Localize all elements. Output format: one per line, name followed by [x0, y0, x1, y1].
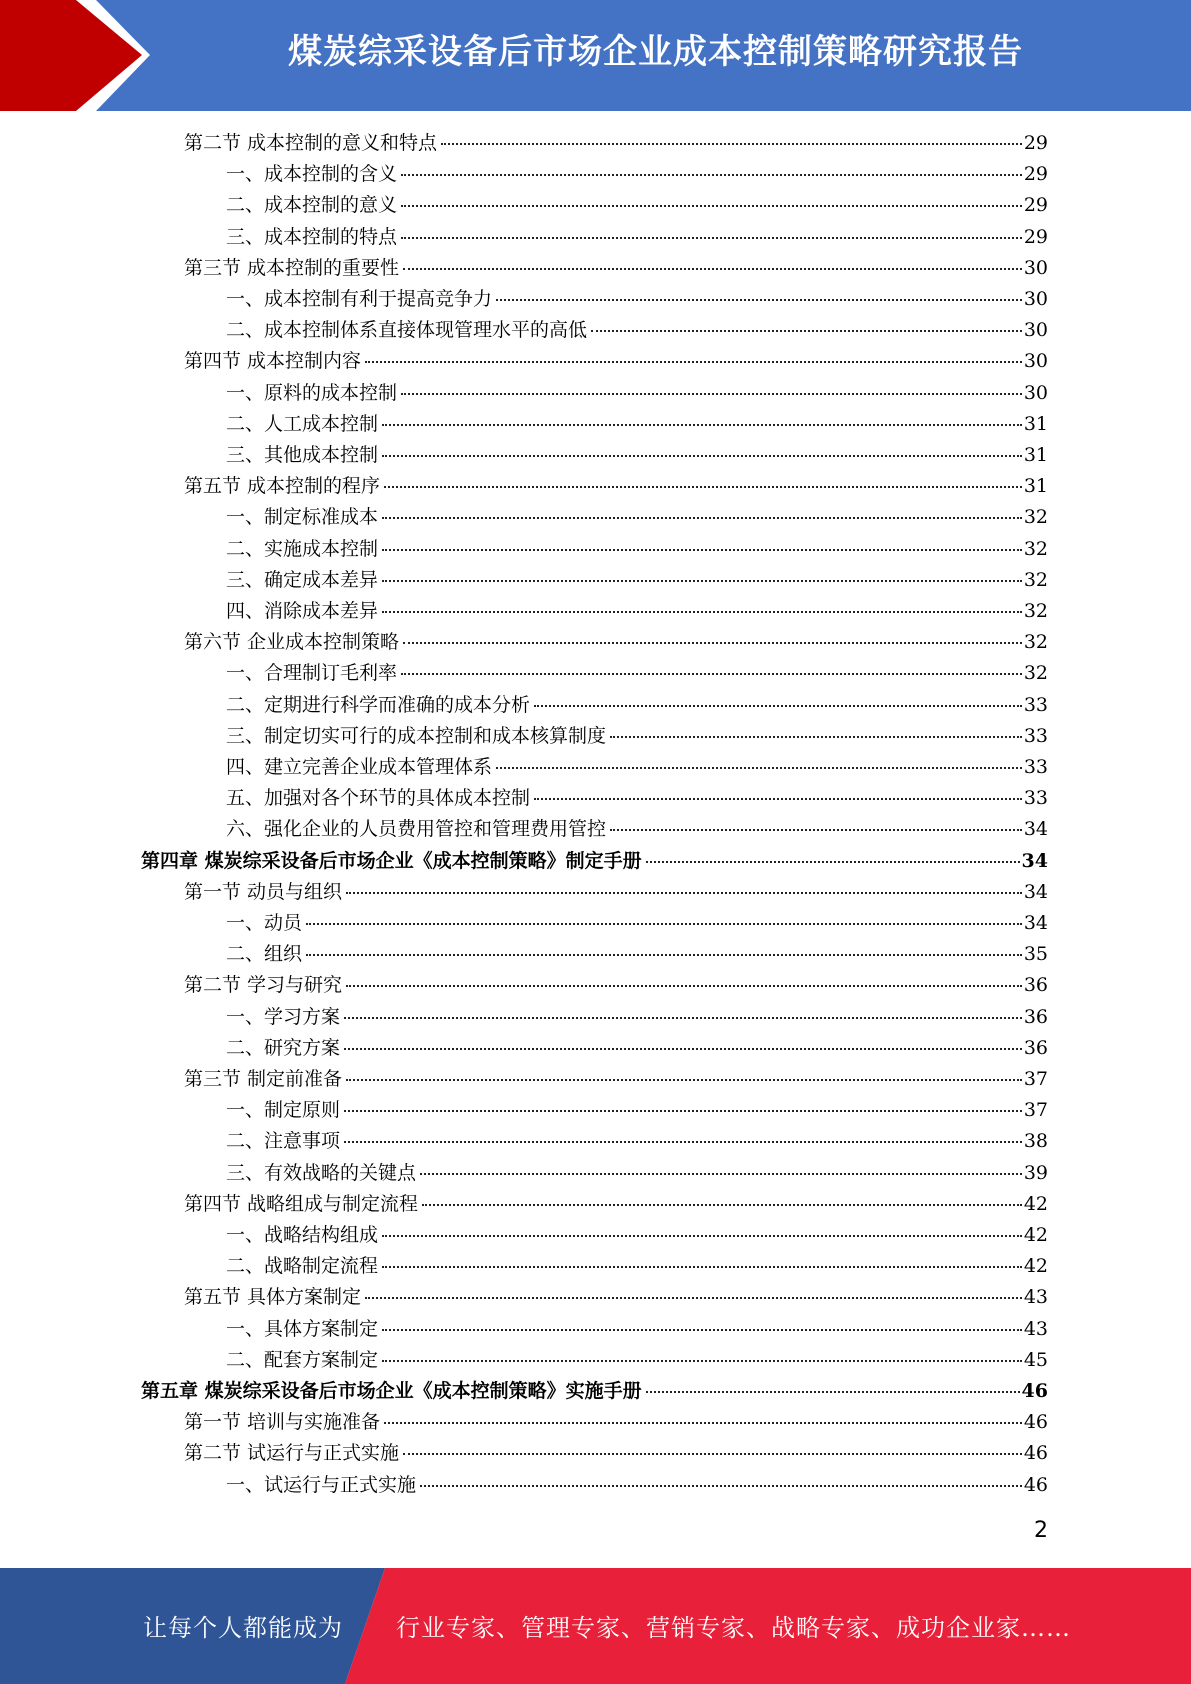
- toc-entry-page-number: 34: [1023, 818, 1048, 841]
- toc-subsection-entry[interactable]: [226, 658, 1048, 689]
- toc-entry-title: 一、制定标准成本: [226, 506, 379, 529]
- toc-dot-leader: [382, 1266, 1022, 1268]
- toc-entry-title: 一、合理制订毛利率: [226, 662, 398, 685]
- toc-entry-title: 三、确定成本差异: [226, 568, 379, 591]
- toc-entry-page-number: 42: [1023, 1224, 1048, 1246]
- toc-entry-title: 一、成本控制的含义: [226, 163, 398, 186]
- toc-dot-leader: [306, 923, 1022, 925]
- toc-entry-title: 第四节 战略组成与制定流程: [184, 1192, 419, 1215]
- report-title: 煤炭综采设备后市场企业成本控制策略研究报告: [288, 32, 1023, 72]
- toc-dot-leader: [365, 361, 1022, 363]
- toc-entry-page-number: 42: [1023, 1192, 1048, 1215]
- toc-entry-title: 第一节 动员与组织: [184, 880, 343, 903]
- toc-dot-leader: [382, 549, 1022, 551]
- toc-entry-title: 第二节 学习与研究: [184, 974, 343, 997]
- toc-dot-leader: [382, 611, 1022, 613]
- toc-dot-leader: [382, 517, 1022, 519]
- toc-dot-leader: [403, 268, 1022, 270]
- toc-dot-leader: [382, 1360, 1022, 1362]
- toc-entry-page-number: 34: [1021, 849, 1048, 872]
- toc-entry-page-number: 32: [1023, 537, 1048, 560]
- toc-entry-page-number: 45: [1023, 1348, 1048, 1371]
- toc-entry-title: 三、其他成本控制: [226, 444, 379, 466]
- toc-entry-page-number: 33: [1023, 756, 1048, 778]
- toc-entry-title: 二、配套方案制定: [226, 1348, 379, 1371]
- toc-entry-title: 六、强化企业的人员费用管控和管理费用管控: [226, 818, 607, 841]
- toc-entry-title: 二、成本控制体系直接体现管理水平的高低: [226, 319, 588, 342]
- toc-entry-title: 二、定期进行科学而准确的成本分析: [226, 693, 531, 716]
- toc-section-entry[interactable]: [184, 877, 1048, 908]
- toc-subsection-entry[interactable]: [226, 440, 1048, 471]
- toc-entry-title: 一、战略结构组成: [226, 1224, 379, 1246]
- toc-subsection-entry[interactable]: [226, 690, 1048, 721]
- toc-entry-title: 三、制定切实可行的成本控制和成本核算制度: [226, 724, 607, 747]
- toc-entry-title: 第六节 企业成本控制策略: [184, 631, 400, 654]
- toc-subsection-entry[interactable]: [226, 378, 1048, 409]
- toc-dot-leader: [382, 1329, 1022, 1331]
- toc-entry-title: 第二节 试运行与正式实施: [184, 1442, 400, 1465]
- toc-dot-leader: [420, 1173, 1022, 1175]
- toc-section-entry[interactable]: [184, 346, 1048, 377]
- toc-entry-page-number: 33: [1023, 693, 1048, 716]
- toc-entry-page-number: 39: [1023, 1161, 1048, 1184]
- toc-dot-leader: [420, 1485, 1022, 1487]
- toc-entry-page-number: 29: [1023, 163, 1048, 186]
- toc-entry-title: 一、学习方案: [226, 1005, 341, 1028]
- toc-subsection-entry[interactable]: [226, 159, 1048, 190]
- toc-entry-title: 一、试运行与正式实施: [226, 1473, 417, 1496]
- toc-subsection-entry[interactable]: [226, 1126, 1048, 1157]
- toc-dot-leader: [403, 1453, 1022, 1455]
- toc-entry-page-number: 46: [1023, 1442, 1048, 1465]
- toc-section-entry[interactable]: [184, 128, 1048, 159]
- toc-section-entry[interactable]: [184, 1282, 1048, 1313]
- toc-entry-title: 一、制定原则: [226, 1099, 341, 1122]
- toc-section-entry[interactable]: [184, 1189, 1048, 1220]
- toc-subsection-entry[interactable]: [226, 1220, 1048, 1251]
- toc-entry-page-number: 30: [1023, 256, 1048, 279]
- toc-entry-title: 二、战略制定流程: [226, 1255, 379, 1278]
- toc-entry-page-number: 35: [1023, 943, 1048, 966]
- toc-entry-page-number: 29: [1023, 132, 1048, 154]
- toc-subsection-entry[interactable]: [226, 908, 1048, 939]
- toc-dot-leader: [344, 1141, 1022, 1143]
- toc-dot-leader: [441, 143, 1022, 145]
- toc-entry-title: 第五节 具体方案制定: [184, 1286, 362, 1309]
- toc-dot-leader: [346, 1079, 1022, 1081]
- toc-entry-title: 第一节 培训与实施准备: [184, 1411, 381, 1434]
- toc-entry-title: 二、成本控制的意义: [226, 194, 398, 217]
- toc-subsection-entry[interactable]: [226, 721, 1048, 752]
- toc-entry-title: 第三节 制定前准备: [184, 1068, 343, 1090]
- toc-subsection-entry[interactable]: [226, 534, 1048, 565]
- toc-entry-page-number: 33: [1023, 787, 1048, 810]
- toc-entry-page-number: 30: [1023, 350, 1048, 373]
- toc-subsection-entry[interactable]: [226, 1345, 1048, 1376]
- toc-entry-page-number: 32: [1023, 568, 1048, 591]
- toc-dot-leader: [384, 1422, 1022, 1424]
- toc-entry-title: 二、组织: [226, 943, 303, 966]
- page-header: [0, 0, 1191, 111]
- toc-entry-page-number: 34: [1023, 912, 1048, 934]
- toc-entry-page-number: 31: [1023, 412, 1048, 435]
- toc-entry-page-number: 32: [1023, 506, 1048, 529]
- toc-section-entry[interactable]: [184, 253, 1048, 284]
- toc-entry-page-number: 30: [1023, 319, 1048, 342]
- toc-subsection-entry[interactable]: [226, 315, 1048, 346]
- toc-dot-leader: [422, 1204, 1022, 1206]
- toc-section-entry[interactable]: [184, 471, 1048, 502]
- toc-dot-leader: [591, 330, 1022, 332]
- toc-dot-leader: [401, 237, 1022, 239]
- toc-dot-leader: [610, 736, 1022, 738]
- toc-entry-title: 第四章 煤炭综采设备后市场企业《成本控制策略》制定手册: [141, 849, 642, 872]
- toc-entry-title: 一、具体方案制定: [226, 1317, 379, 1340]
- toc-dot-leader: [496, 299, 1022, 301]
- toc-entry-title: 一、动员: [226, 912, 303, 934]
- toc-entry-page-number: 31: [1023, 475, 1048, 498]
- toc-subsection-entry[interactable]: [226, 565, 1048, 596]
- toc-entry-page-number: 30: [1023, 288, 1048, 310]
- toc-entry-page-number: 36: [1023, 1005, 1048, 1028]
- toc-entry-title: 一、成本控制有利于提高竞争力: [226, 288, 493, 310]
- toc-subsection-entry[interactable]: [226, 1002, 1048, 1033]
- toc-dot-leader: [382, 455, 1022, 457]
- toc-entry-page-number: 43: [1023, 1286, 1048, 1309]
- footer-slogan-right: 行业专家、管理专家、营销专家、战略专家、成功企业家……: [396, 1614, 1071, 1642]
- toc-entry-page-number: 37: [1023, 1099, 1048, 1122]
- toc-entry-title: 五、加强对各个环节的具体成本控制: [226, 787, 531, 810]
- toc-entry-title: 二、注意事项: [226, 1130, 341, 1153]
- page-number: 2: [1034, 1518, 1048, 1543]
- toc-entry-title: 四、建立完善企业成本管理体系: [226, 756, 493, 778]
- toc-section-entry[interactable]: [184, 1438, 1048, 1469]
- toc-dot-leader: [401, 393, 1022, 395]
- toc-section-entry[interactable]: [184, 1064, 1048, 1095]
- toc-entry-page-number: 30: [1023, 381, 1048, 404]
- toc-entry-title: 二、实施成本控制: [226, 537, 379, 560]
- toc-entry-title: 第三节 成本控制的重要性: [184, 256, 400, 279]
- toc-subsection-entry[interactable]: [226, 814, 1048, 845]
- toc-entry-page-number: 32: [1023, 631, 1048, 654]
- toc-subsection-entry[interactable]: [226, 1033, 1048, 1064]
- toc-entry-page-number: 38: [1023, 1130, 1048, 1153]
- toc-dot-leader: [365, 1297, 1022, 1299]
- toc-dot-leader: [534, 798, 1022, 800]
- toc-dot-leader: [384, 486, 1022, 488]
- toc-subsection-entry[interactable]: [226, 1158, 1048, 1189]
- toc-entry-title: 第二节 成本控制的意义和特点: [184, 132, 438, 154]
- toc-dot-leader: [346, 892, 1022, 894]
- toc-dot-leader: [610, 829, 1022, 831]
- toc-entry-page-number: 46: [1023, 1473, 1048, 1496]
- toc-entry-page-number: 46: [1023, 1411, 1048, 1434]
- toc-dot-leader: [344, 1017, 1022, 1019]
- toc-entry-title: 四、消除成本差异: [226, 600, 379, 622]
- toc-entry-title: 三、有效战略的关键点: [226, 1161, 417, 1184]
- toc-entry-page-number: 29: [1023, 225, 1048, 248]
- toc-entry-page-number: 46: [1021, 1380, 1048, 1402]
- toc-dot-leader: [346, 985, 1022, 987]
- toc-dot-leader: [401, 205, 1022, 207]
- toc-dot-leader: [344, 1048, 1022, 1050]
- toc-entry-page-number: 31: [1023, 444, 1048, 466]
- toc-chapter-entry[interactable]: [141, 1376, 1048, 1407]
- toc-entry-title: 二、人工成本控制: [226, 412, 379, 435]
- toc-dot-leader: [306, 954, 1022, 956]
- toc-entry-page-number: 37: [1023, 1068, 1048, 1090]
- toc-subsection-entry[interactable]: [226, 939, 1048, 970]
- toc-subsection-entry[interactable]: [226, 284, 1048, 315]
- toc-entry-title: 第五章 煤炭综采设备后市场企业《成本控制策略》实施手册: [141, 1380, 642, 1402]
- toc-entry-page-number: 29: [1023, 194, 1048, 217]
- toc-subsection-entry[interactable]: [226, 190, 1048, 221]
- footer-slogan-left: 让每个人都能成为: [143, 1614, 343, 1642]
- toc-subsection-entry[interactable]: [226, 1470, 1048, 1501]
- toc-dot-leader: [534, 705, 1022, 707]
- toc-subsection-entry[interactable]: [226, 752, 1048, 783]
- toc-subsection-entry[interactable]: [226, 1251, 1048, 1282]
- toc-entry-page-number: 43: [1023, 1317, 1048, 1340]
- toc-dot-leader: [646, 861, 1020, 863]
- toc-subsection-entry[interactable]: [226, 1095, 1048, 1126]
- toc-entry-title: 一、原料的成本控制: [226, 381, 398, 404]
- toc-entry-title: 第五节 成本控制的程序: [184, 475, 381, 498]
- toc-section-entry[interactable]: [184, 627, 1048, 658]
- toc-dot-leader: [382, 1235, 1022, 1237]
- toc-entry-page-number: 34: [1023, 880, 1048, 903]
- toc-dot-leader: [496, 767, 1022, 769]
- toc-dot-leader: [382, 424, 1022, 426]
- toc-dot-leader: [344, 1110, 1022, 1112]
- toc-entry-page-number: 36: [1023, 1036, 1048, 1059]
- toc-entry-title: 二、研究方案: [226, 1036, 341, 1059]
- toc-entry-title: 三、成本控制的特点: [226, 225, 398, 248]
- toc-entry-page-number: 42: [1023, 1255, 1048, 1278]
- toc-entry-page-number: 32: [1023, 662, 1048, 685]
- toc-dot-leader: [646, 1391, 1020, 1393]
- toc-section-entry[interactable]: [184, 1407, 1048, 1438]
- toc-dot-leader: [382, 580, 1022, 582]
- toc-subsection-entry[interactable]: [226, 222, 1048, 253]
- toc-subsection-entry[interactable]: [226, 1314, 1048, 1345]
- page-footer: [0, 1568, 1191, 1684]
- toc-subsection-entry[interactable]: [226, 783, 1048, 814]
- toc-dot-leader: [403, 642, 1022, 644]
- toc-entry-page-number: 32: [1023, 600, 1048, 622]
- toc-subsection-entry[interactable]: [226, 596, 1048, 627]
- toc-dot-leader: [401, 174, 1022, 176]
- toc-subsection-entry[interactable]: [226, 409, 1048, 440]
- toc-entry-page-number: 33: [1023, 724, 1048, 747]
- toc-subsection-entry[interactable]: [226, 502, 1048, 533]
- toc-entry-title: 第四节 成本控制内容: [184, 350, 362, 373]
- toc-chapter-entry[interactable]: [141, 846, 1048, 877]
- toc-section-entry[interactable]: [184, 970, 1048, 1001]
- toc-dot-leader: [401, 673, 1022, 675]
- toc-entry-page-number: 36: [1023, 974, 1048, 997]
